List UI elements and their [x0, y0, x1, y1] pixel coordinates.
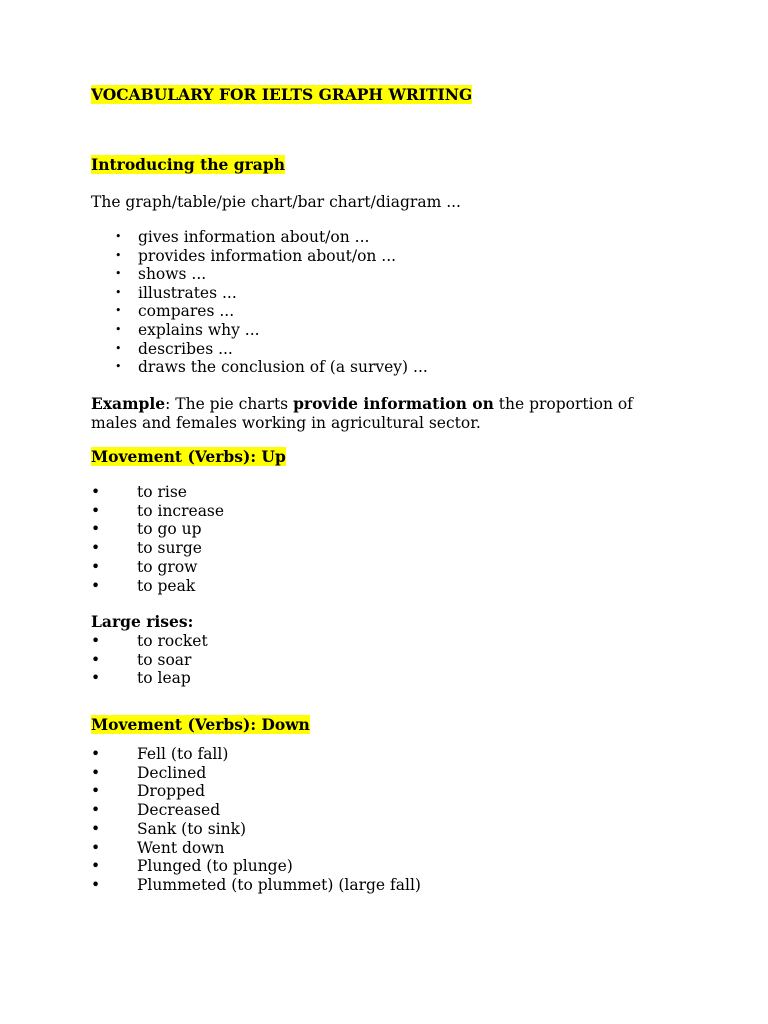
section-heading-introducing: Introducing the graph — [91, 155, 285, 174]
list-item: • Plummeted (to plummet) (large fall) — [91, 875, 421, 894]
list-item: • Dropped — [91, 782, 206, 801]
introducing-list — [112, 228, 428, 377]
list-item: • to rocket — [91, 632, 208, 650]
list-item: • Plunged (to plunge) — [91, 857, 293, 876]
list-item: • illustrates ... — [115, 283, 237, 302]
bullet-icon: • — [91, 763, 101, 782]
bullet-icon: • — [91, 819, 101, 838]
section-heading-movement-up: Movement (Verbs): Up — [91, 447, 286, 466]
list-item: • Fell (to fall) — [91, 745, 229, 763]
subheading-large-rises: Large rises: — [91, 612, 194, 631]
list-item: • describes ... — [115, 339, 233, 358]
bullet-icon: • — [91, 539, 101, 558]
bullet-icon: • — [115, 230, 122, 243]
list-item: • provides information about/on ... — [115, 246, 397, 265]
bullet-icon: • — [91, 650, 101, 669]
movement-down-list — [91, 745, 421, 895]
list-item: • to soar — [91, 650, 192, 669]
list-item: • Went down — [91, 838, 225, 857]
list-item: • to increase — [91, 501, 225, 520]
bullet-icon: • — [115, 304, 122, 318]
list-item: • compares ... — [115, 302, 235, 321]
document-title: VOCABULARY FOR IELTS GRAPH WRITING — [91, 85, 473, 104]
list-item: • Decreased — [91, 801, 221, 820]
bullet-icon: • — [91, 669, 101, 688]
bullet-icon: • — [91, 501, 101, 520]
list-item: • explains why ... — [115, 320, 260, 339]
movement-up-list — [91, 483, 224, 595]
intro-lead-text: The graph/table/pie chart/bar chart/diagram ... — [91, 193, 461, 211]
list-item: • to go up — [91, 520, 202, 539]
list-item: • Declined — [91, 763, 207, 782]
bullet-icon: • — [91, 838, 101, 857]
bullet-icon: • — [91, 745, 101, 763]
bullet-icon: • — [91, 875, 101, 894]
example-label: Example — [91, 394, 166, 413]
bullet-icon: • — [91, 632, 101, 650]
bullet-icon: • — [115, 360, 122, 374]
bullet-icon: • — [115, 341, 122, 355]
bullet-icon: • — [115, 248, 122, 262]
bullet-icon: • — [91, 557, 101, 576]
list-item: • to grow — [91, 557, 198, 576]
example-emphasis: provide information on — [293, 394, 494, 413]
list-item: • Sank (to sink) — [91, 819, 247, 838]
example-paragraph: Example: The pie charts provide information on the proportion of males and females working in agricultural sector. — [91, 394, 633, 432]
bullet-icon: • — [91, 483, 101, 501]
bullet-icon: • — [115, 285, 122, 299]
bullet-icon: • — [91, 782, 101, 801]
list-item: • to surge — [91, 539, 202, 558]
list-item: • to leap — [91, 669, 191, 688]
list-item: • to peak — [91, 576, 196, 595]
list-item: • gives information about/on ... — [115, 228, 370, 246]
large-rises-list — [91, 632, 208, 688]
bullet-icon: • — [91, 576, 101, 595]
list-item: • shows ... — [115, 265, 207, 284]
bullet-icon: • — [91, 857, 101, 876]
bullet-icon: • — [115, 322, 122, 336]
bullet-icon: • — [115, 267, 122, 281]
bullet-icon: • — [91, 801, 101, 820]
list-item: • draws the conclusion of (a survey) ... — [115, 358, 428, 377]
bullet-icon: • — [91, 520, 101, 539]
section-heading-movement-down: Movement (Verbs): Down — [91, 715, 310, 734]
list-item: • to rise — [91, 483, 187, 501]
